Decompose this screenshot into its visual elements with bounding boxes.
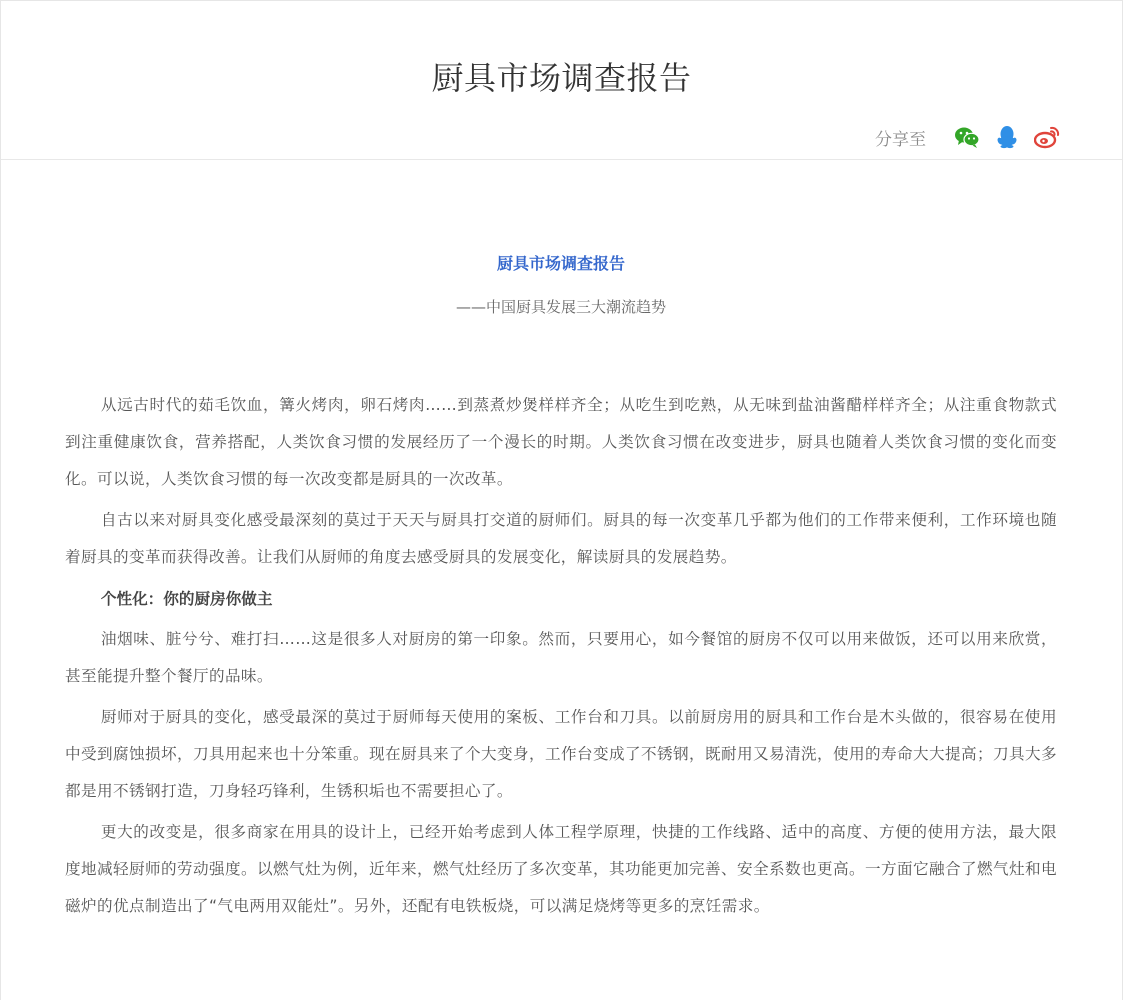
wechat-icon[interactable] [954,125,980,149]
share-label: 分享至 [875,129,926,150]
article-subtitle: ——中国厨具发展三大潮流趋势 [455,298,666,316]
paragraph: 更大的改变是，很多商家在用具的设计上，已经开始考虑到人体工程学原理，快捷的工作线路、适中的高度、方便的使用方法，最大限度地减轻厨师的劳动强度。以燃气灶为例，近年来，燃气灶经历了多次变革，其功能更加完善、安全系数也更高。一方面它融合了燃气灶和电磁炉的优点制造出了“气电两用双能灶”。另外，还配有电铁板烧，可以满足烧烤等更多的烹饪需求。 [65,823,1057,915]
paragraph: 油烟味、脏兮兮、难打扫……这是很多人对厨房的第一印象。然而，只要用心，如今餐馆的厨房不仅可以用来做饭，还可以用来欣赏，甚至能提升整个餐厅的品味。 [65,630,1057,685]
article-body [65,387,1057,925]
page-header [1,1,1122,160]
weibo-icon[interactable] [1034,125,1060,149]
share-bar [875,123,1060,151]
paragraph: 自古以来对厨具变化感受最深刻的莫过于天天与厨具打交道的厨师们。厨具的每一次变革几乎都为他们的工作带来便利，工作环境也随着厨具的变革而获得改善。让我们从厨师的角度去感受厨具的发展变化，解读厨具的发展趋势。 [65,511,1057,566]
paragraph: 从远古时代的茹毛饮血，篝火烤肉，卵石烤肉……到蒸煮炒煲样样齐全；从吃生到吃熟，从无味到盐油酱醋样样齐全；从注重食物款式到注重健康饮食，营养搭配，人类饮食习惯的发展经历了一个漫长的时期。人类饮食习惯在改变进步，厨具也随着人类饮食习惯的变化而变化。可以说，人类饮食习惯的每一次改变都是厨具的一次改革。 [65,396,1057,488]
qq-icon[interactable] [994,125,1020,149]
paragraph: 厨师对于厨具的变化，感受最深的莫过于厨师每天使用的案板、工作台和刀具。以前厨房用的厨具和工作台是木头做的，很容易在使用中受到腐蚀损坏，刀具用起来也十分笨重。现在厨具来了个大变身，工作台变成了不锈钢，既耐用又易清洗，使用的寿命大大提高；刀具大多都是用不锈钢打造，刀身轻巧锋利，生锈积垢也不需要担心了。 [65,708,1057,800]
article-title: 厨具市场调查报告 [496,254,625,273]
section-heading: 个性化：你的厨房你做主 [100,589,273,608]
article [65,241,1057,929]
page-title: 厨具市场调查报告 [431,59,692,97]
